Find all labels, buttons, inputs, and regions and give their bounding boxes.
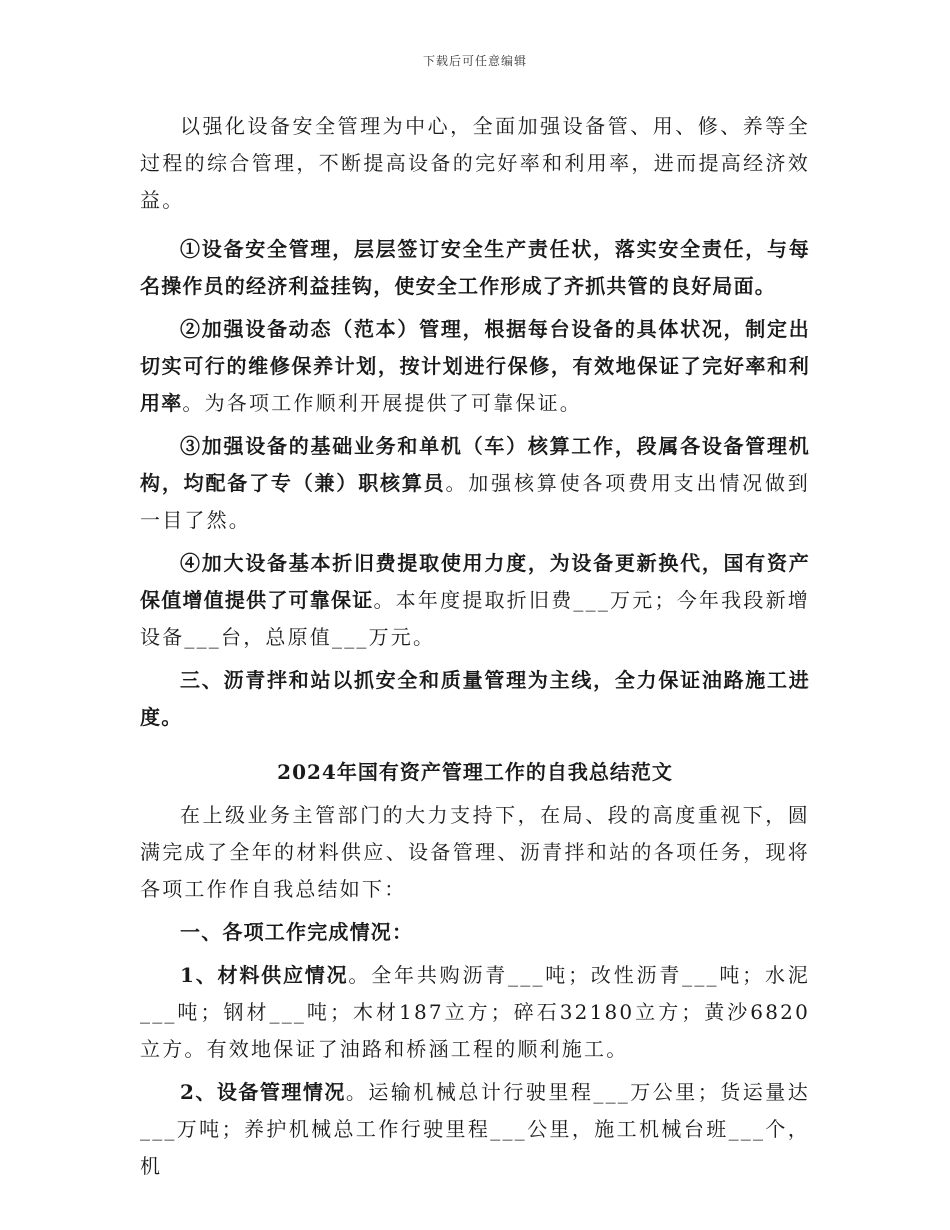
bold-text: 2、设备管理情况 xyxy=(180,1080,346,1104)
paragraph-accounting xyxy=(140,428,810,539)
paragraph-dynamic-management xyxy=(140,311,810,422)
paragraph-depreciation xyxy=(140,545,810,656)
document-body xyxy=(140,108,810,1185)
plain-text: 。为各项工作顺利开展提供了可靠保证。 xyxy=(182,391,583,415)
paragraph-intro: 以强化设备安全管理为中心，全面加强设备管、用、修、养等全过程的综合管理，不断提高设备的完好率和利用率，进而提高经济效益。 xyxy=(140,114,810,212)
plain-text: 。本年度提取折旧费___万元；今年我段新增设备___台，总原值___万元。 xyxy=(140,588,811,649)
plain-text: 。运输机械总计行驶里程___万公里；货运量达___万吨；养护机械总工作行驶里程___公里，施工机械台班___个，机 xyxy=(140,1080,810,1178)
plain-text: 。加强核算使各项费用支出情况做到一目了然。 xyxy=(140,471,810,532)
paragraph-material-supply xyxy=(140,957,810,1068)
bold-text: ③加强设备的基础业务和单机（车）核算工作，段属各设备管理机构，均配备了专（兼）职核算员 xyxy=(140,434,810,495)
paragraph-equipment-management xyxy=(140,1074,810,1185)
bold-text: ①设备安全管理，层层签订安全生产责任状，落实安全责任，与每名操作员的经济利益挂钩，使安全工作形成了齐抓共管的良好局面。 xyxy=(140,237,810,298)
plain-text: 。全年共购沥青___吨；改性沥青___吨；水泥___吨；钢材___吨；木材187立方；碎石32180立方；黄沙6820立方。有效地保证了油路和桥涵工程的顺利施工。 xyxy=(140,963,810,1061)
paragraph-safety-management xyxy=(140,231,810,305)
bold-text: ④加大设备基本折旧费提取使用力度，为设备更新换代，国有资产保值增值提供了可靠保证 xyxy=(140,551,810,612)
paragraph-asphalt-station xyxy=(140,662,810,736)
bold-text: 三、沥青拌和站以抓安全和质量管理为主线，全力保证油路施工进度。 xyxy=(140,668,810,729)
paragraph-summary-intro: 在上级业务主管部门的大力支持下，在局、段的高度重视下，圆满完成了全年的材料供应、设备管理、沥青拌和站的各项任务，现将各项工作作自我总结如下： xyxy=(140,803,810,901)
heading-completion-status xyxy=(140,914,810,951)
page-header-note: 下载后可任意编辑 xyxy=(422,54,527,68)
bold-text: 一、各项工作完成情况： xyxy=(180,920,414,944)
bold-text: 1、材料供应情况 xyxy=(180,963,349,987)
section-title: 2024年国有资产管理工作的自我总结范文 xyxy=(277,760,673,784)
bold-text: ②加强设备动态（范本）管理，根据每台设备的具体状况，制定出切实可行的维修保养计划，按计划进行保修，有效地保证了完好率和利用率 xyxy=(140,317,810,415)
